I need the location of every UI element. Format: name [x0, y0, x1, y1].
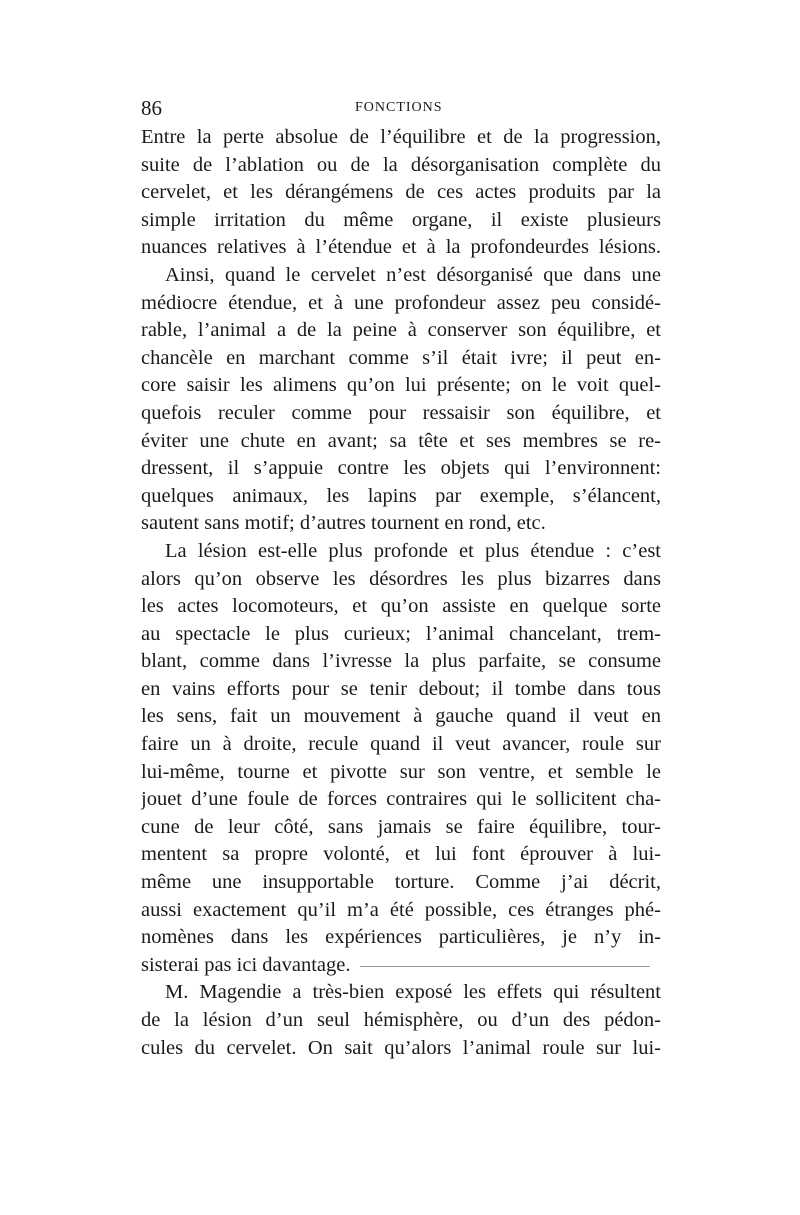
- text-line: au spectacle le plus curieux; l’animal chancelant, trem-: [141, 622, 661, 645]
- running-head: [141, 96, 661, 126]
- text-line: sautent sans motif; d’autres tournent en rond, etc.: [141, 512, 546, 535]
- body-text: [141, 124, 661, 1062]
- text-line: rable, l’animal a de la peine à conserver son équilibre, et: [141, 319, 661, 342]
- text-line: cules du cervelet. On sait qu’alors l’animal roule sur lui-: [141, 1036, 661, 1059]
- page-number: 86: [141, 96, 162, 120]
- text-line: alors qu’on observe les désordres les plus bizarres dans: [141, 567, 661, 590]
- text-line: M. Magendie a très-bien exposé les effets qui résultent: [165, 981, 661, 1004]
- text-line: en vains efforts pour se tenir debout; il tombe dans tous: [141, 677, 661, 700]
- text-line: médiocre étendue, et à une profondeur assez peu considé-: [141, 291, 661, 314]
- text-line: jouet d’une foule de forces contraires qui le sollicitent cha-: [141, 788, 661, 811]
- text-line: lui-même, tourne et pivotte sur son ventre, et semble le: [141, 760, 661, 783]
- text-line: quelques animaux, les lapins par exemple, s’élancent,: [141, 484, 661, 507]
- text-line: nuances relatives à l’étendue et à la profondeurdes lésions.: [141, 236, 661, 259]
- text-line: suite de l’ablation ou de la désorganisation complète du: [141, 153, 661, 176]
- text-line: La lésion est-elle plus profonde et plus étendue : c’est: [165, 539, 661, 562]
- text-line: dressent, il s’appuie contre les objets qui l’environnent:: [141, 457, 661, 480]
- text-line: cune de leur côté, sans jamais se faire équilibre, tour-: [141, 815, 661, 838]
- text-line: Ainsi, quand le cervelet n’est désorganisé que dans une: [165, 263, 661, 286]
- text-line: nomènes dans les expériences particulières, je n’y in-: [141, 926, 661, 949]
- text-line: les sens, fait un mouvement à gauche quand il veut en: [141, 705, 661, 728]
- text-line: cervelet, et les dérangémens de ces actes produits par la: [141, 181, 661, 204]
- text-line: chancèle en marchant comme s’il était ivre; il peut en-: [141, 346, 661, 369]
- text-line: de la lésion d’un seul hémisphère, ou d’un des pédon-: [141, 1009, 661, 1031]
- text-line: simple irritation du même organe, il existe plusieurs: [141, 208, 661, 231]
- text-line: Entre la perte absolue de l’équilibre et de la progression,: [141, 126, 661, 148]
- running-title: FONCTIONS: [355, 100, 443, 115]
- text-line: les actes locomoteurs, et qu’on assiste en quelque sorte: [141, 595, 661, 618]
- text-line: éviter une chute en avant; sa tête et ses membres se re-: [141, 429, 661, 452]
- text-line: core saisir les alimens qu’on lui présente; on le voit quel-: [141, 374, 661, 397]
- text-line: quefois reculer comme pour ressaisir son équilibre, et: [141, 401, 661, 424]
- text-line: aussi exactement qu’il m’a été possible, ces étranges phé-: [141, 898, 661, 921]
- section-rule: [360, 966, 650, 967]
- text-line: mentent sa propre volonté, et lui font éprouver à lui-: [141, 843, 661, 866]
- text-line: même une insupportable torture. Comme j’ai décrit,: [141, 871, 661, 894]
- text-line-content: sisterai pas ici davantage.: [141, 953, 351, 976]
- text-line: blant, comme dans l’ivresse la plus parfaite, se consume: [141, 650, 661, 673]
- text-line: faire un à droite, recule quand il veut avancer, roule sur: [141, 733, 661, 756]
- text-line: [141, 952, 661, 980]
